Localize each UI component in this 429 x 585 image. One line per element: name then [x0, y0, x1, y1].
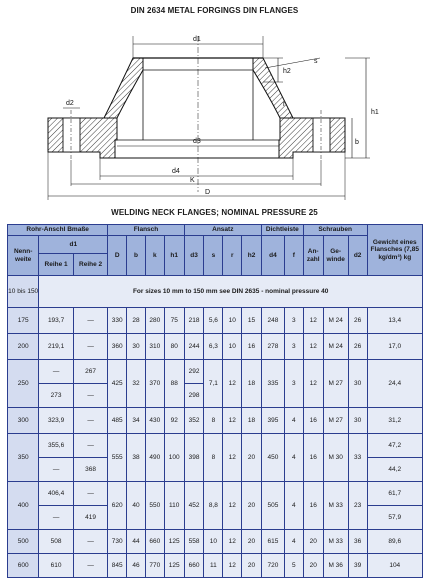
- nennweite-cell: 300: [8, 408, 39, 434]
- table-cell: 218: [184, 308, 204, 334]
- table-cell: 34: [127, 408, 146, 434]
- table-cell: 26: [348, 334, 367, 360]
- table-cell: 30: [348, 360, 367, 408]
- table-cell: 12: [223, 434, 242, 482]
- table-cell: 505: [261, 482, 284, 530]
- gewinde-header: Ge-winde: [323, 236, 348, 276]
- h1-header: h1: [164, 236, 184, 276]
- table-row: [8, 276, 423, 308]
- h1-label: h1: [371, 109, 379, 116]
- table-cell: —: [73, 384, 108, 408]
- gewicht-header: Gewicht eines Flansches (7,85 kg/dm³) kg: [367, 225, 422, 276]
- table-cell: 75: [164, 308, 184, 334]
- table-cell: 92: [164, 408, 184, 434]
- dimension-table: [7, 224, 423, 578]
- table-cell: 508: [39, 530, 73, 554]
- nennweite-header: Nenn-weite: [8, 236, 39, 276]
- table-cell: 104: [367, 554, 422, 578]
- d2-header: d2: [348, 236, 367, 276]
- table-cell: 360: [108, 334, 127, 360]
- table-cell: 12: [223, 530, 242, 554]
- table-cell: 12: [223, 482, 242, 530]
- nennweite-cell: 250: [8, 360, 39, 408]
- d4-label: d4: [172, 168, 180, 175]
- header-row: [8, 236, 423, 254]
- table-cell: 20: [242, 434, 262, 482]
- nennweite-cell: 200: [8, 334, 39, 360]
- table-cell: 30: [348, 408, 367, 434]
- table-cell: 550: [145, 482, 164, 530]
- table-cell: 352: [184, 408, 204, 434]
- h2-header: h2: [242, 236, 262, 276]
- header-row: [8, 225, 423, 236]
- table-cell: M 24: [323, 308, 348, 334]
- table-cell: 730: [108, 530, 127, 554]
- group-schrauben: Schrauben: [303, 225, 367, 236]
- table-cell: 125: [164, 554, 184, 578]
- b-label: b: [355, 139, 359, 146]
- table-row: [8, 408, 423, 434]
- table-cell: —: [73, 434, 108, 458]
- table-cell: 20: [303, 554, 323, 578]
- table-cell: 13,4: [367, 308, 422, 334]
- table-row: [8, 530, 423, 554]
- table-cell: —: [73, 482, 108, 506]
- table-cell: 44: [127, 530, 146, 554]
- D-label: D: [205, 189, 211, 196]
- table-cell: 20: [242, 482, 262, 530]
- flange-drawing: [0, 0, 429, 205]
- f-header: f: [284, 236, 303, 276]
- s-header: s: [204, 236, 223, 276]
- table-cell: 8,8: [204, 482, 223, 530]
- table-cell: 125: [164, 530, 184, 554]
- table-cell: 89,6: [367, 530, 422, 554]
- table-cell: 267: [73, 360, 108, 384]
- note-cell: For sizes 10 mm to 150 mm see DIN 2635 - nominal pressure 40: [39, 276, 423, 308]
- group-ansatz: Ansatz: [184, 225, 261, 236]
- table-cell: 12: [303, 308, 323, 334]
- table-cell: 57,9: [367, 506, 422, 530]
- table-cell: 7,1: [204, 360, 223, 408]
- table-cell: M 33: [323, 530, 348, 554]
- table-cell: 558: [184, 530, 204, 554]
- table-cell: —: [73, 308, 108, 334]
- table-cell: 368: [73, 458, 108, 482]
- table-cell: M 30: [323, 434, 348, 482]
- table-cell: 10: [223, 334, 242, 360]
- d1-header: d1: [39, 236, 108, 254]
- table-cell: 720: [261, 554, 284, 578]
- h2-label: h2: [283, 68, 291, 75]
- group-dichtleiste: Dichtleiste: [261, 225, 303, 236]
- table-cell: 273: [39, 384, 73, 408]
- table-cell: 3: [284, 334, 303, 360]
- table-row: [8, 360, 423, 384]
- table-row: [8, 434, 423, 458]
- d3-label: d3: [193, 138, 201, 145]
- table-cell: 16: [303, 434, 323, 482]
- table-cell: 17,0: [367, 334, 422, 360]
- d1-label: d1: [193, 36, 201, 43]
- table-cell: 5: [284, 554, 303, 578]
- table-cell: 26: [348, 308, 367, 334]
- k-header: k: [145, 236, 164, 276]
- table-cell: 80: [164, 334, 184, 360]
- table-cell: 16: [303, 408, 323, 434]
- table-cell: 6,3: [204, 334, 223, 360]
- nennweite-cell: 500: [8, 530, 39, 554]
- table-cell: 12: [303, 360, 323, 408]
- table-cell: 660: [184, 554, 204, 578]
- table-cell: 110: [164, 482, 184, 530]
- table-row: [8, 334, 423, 360]
- document-title: DIN 2634 METAL FORGINGS DIN FLANGES: [130, 6, 299, 15]
- table-cell: —: [73, 334, 108, 360]
- table-cell: M 33: [323, 482, 348, 530]
- table-cell: 248: [261, 308, 284, 334]
- table-cell: 660: [145, 530, 164, 554]
- table-cell: 620: [108, 482, 127, 530]
- table-cell: 419: [73, 506, 108, 530]
- table-cell: 398: [184, 434, 204, 482]
- table-cell: 12: [223, 408, 242, 434]
- table-cell: 219,1: [39, 334, 73, 360]
- table-cell: 292: [184, 360, 204, 384]
- table-cell: 335: [261, 360, 284, 408]
- table-cell: 4: [284, 434, 303, 482]
- table-cell: —: [39, 458, 73, 482]
- group-rohr: Rohr-Anschl Bmaße: [8, 225, 108, 236]
- D-header: D: [108, 236, 127, 276]
- r-label: r: [283, 101, 286, 108]
- nennweite-cell: 175: [8, 308, 39, 334]
- table-cell: 31,2: [367, 408, 422, 434]
- table-cell: 355,6: [39, 434, 73, 458]
- table-cell: 61,7: [367, 482, 422, 506]
- table-cell: 12: [223, 360, 242, 408]
- table-cell: 485: [108, 408, 127, 434]
- table-cell: 18: [242, 408, 262, 434]
- anzahl-header: An-zahl: [303, 236, 323, 276]
- table-cell: —: [39, 506, 73, 530]
- table-cell: 10: [223, 308, 242, 334]
- table-cell: 4: [284, 482, 303, 530]
- table-cell: 8: [204, 434, 223, 482]
- table-cell: 4: [284, 408, 303, 434]
- table-cell: 5,6: [204, 308, 223, 334]
- table-cell: —: [73, 408, 108, 434]
- table-cell: 47,2: [367, 434, 422, 458]
- table-cell: 370: [145, 360, 164, 408]
- table-cell: M 27: [323, 408, 348, 434]
- table-cell: 770: [145, 554, 164, 578]
- nennweite-cell: 400: [8, 482, 39, 530]
- table-cell: 425: [108, 360, 127, 408]
- s-label: s: [314, 58, 318, 65]
- table-cell: 323,9: [39, 408, 73, 434]
- table-cell: 39: [348, 554, 367, 578]
- reihe1-header: Reihe 1: [39, 254, 73, 276]
- table-cell: 36: [348, 530, 367, 554]
- table-cell: —: [73, 554, 108, 578]
- reihe2-header: Reihe 2: [73, 254, 108, 276]
- table-cell: 15: [242, 308, 262, 334]
- table-cell: M 24: [323, 334, 348, 360]
- nennweite-cell: 600: [8, 554, 39, 578]
- table-cell: 32: [127, 360, 146, 408]
- table-cell: 16: [242, 334, 262, 360]
- table-cell: 20: [242, 530, 262, 554]
- table-cell: —: [39, 360, 73, 384]
- table-cell: M 36: [323, 554, 348, 578]
- table-cell: 395: [261, 408, 284, 434]
- table-cell: 280: [145, 308, 164, 334]
- table-cell: 11: [204, 554, 223, 578]
- table-cell: 20: [242, 554, 262, 578]
- table-cell: 610: [39, 554, 73, 578]
- table-cell: 33: [348, 434, 367, 482]
- table-cell: 330: [108, 308, 127, 334]
- table-cell: 24,4: [367, 360, 422, 408]
- table-cell: 3: [284, 360, 303, 408]
- table-cell: 310: [145, 334, 164, 360]
- nennweite-cell: 10 bis 150: [8, 276, 39, 308]
- b-header: b: [127, 236, 146, 276]
- table-cell: 845: [108, 554, 127, 578]
- table-title: WELDING NECK FLANGES; NOMINAL PRESSURE 25: [111, 208, 318, 217]
- table-cell: 38: [127, 434, 146, 482]
- k-label: K: [190, 177, 195, 184]
- table-cell: 28: [127, 308, 146, 334]
- table-cell: 4: [284, 530, 303, 554]
- r-header: r: [223, 236, 242, 276]
- table-cell: 615: [261, 530, 284, 554]
- table-cell: 490: [145, 434, 164, 482]
- table-cell: 40: [127, 482, 146, 530]
- table-cell: 3: [284, 308, 303, 334]
- table-cell: 278: [261, 334, 284, 360]
- table-cell: M 27: [323, 360, 348, 408]
- group-flansch: Flansch: [108, 225, 184, 236]
- nennweite-cell: 350: [8, 434, 39, 482]
- table-cell: 298: [184, 384, 204, 408]
- table-cell: 16: [303, 482, 323, 530]
- table-cell: 12: [223, 554, 242, 578]
- table-row: [8, 554, 423, 578]
- d4-header: d4: [261, 236, 284, 276]
- d3-header: d3: [184, 236, 204, 276]
- table-row: [8, 308, 423, 334]
- d2-label: d2: [66, 100, 74, 107]
- table-cell: 44,2: [367, 458, 422, 482]
- table-cell: 46: [127, 554, 146, 578]
- table-cell: 20: [303, 530, 323, 554]
- table-cell: 18: [242, 360, 262, 408]
- table-cell: 193,7: [39, 308, 73, 334]
- table-cell: 10: [204, 530, 223, 554]
- table-row: [8, 482, 423, 506]
- table-cell: 452: [184, 482, 204, 530]
- table-cell: 30: [127, 334, 146, 360]
- table-cell: 8: [204, 408, 223, 434]
- table-cell: 100: [164, 434, 184, 482]
- table-cell: 88: [164, 360, 184, 408]
- table-cell: 430: [145, 408, 164, 434]
- table-cell: 406,4: [39, 482, 73, 506]
- table-cell: 244: [184, 334, 204, 360]
- table-cell: 23: [348, 482, 367, 530]
- table-cell: —: [73, 530, 108, 554]
- table-cell: 12: [303, 334, 323, 360]
- table-cell: 450: [261, 434, 284, 482]
- table-cell: 555: [108, 434, 127, 482]
